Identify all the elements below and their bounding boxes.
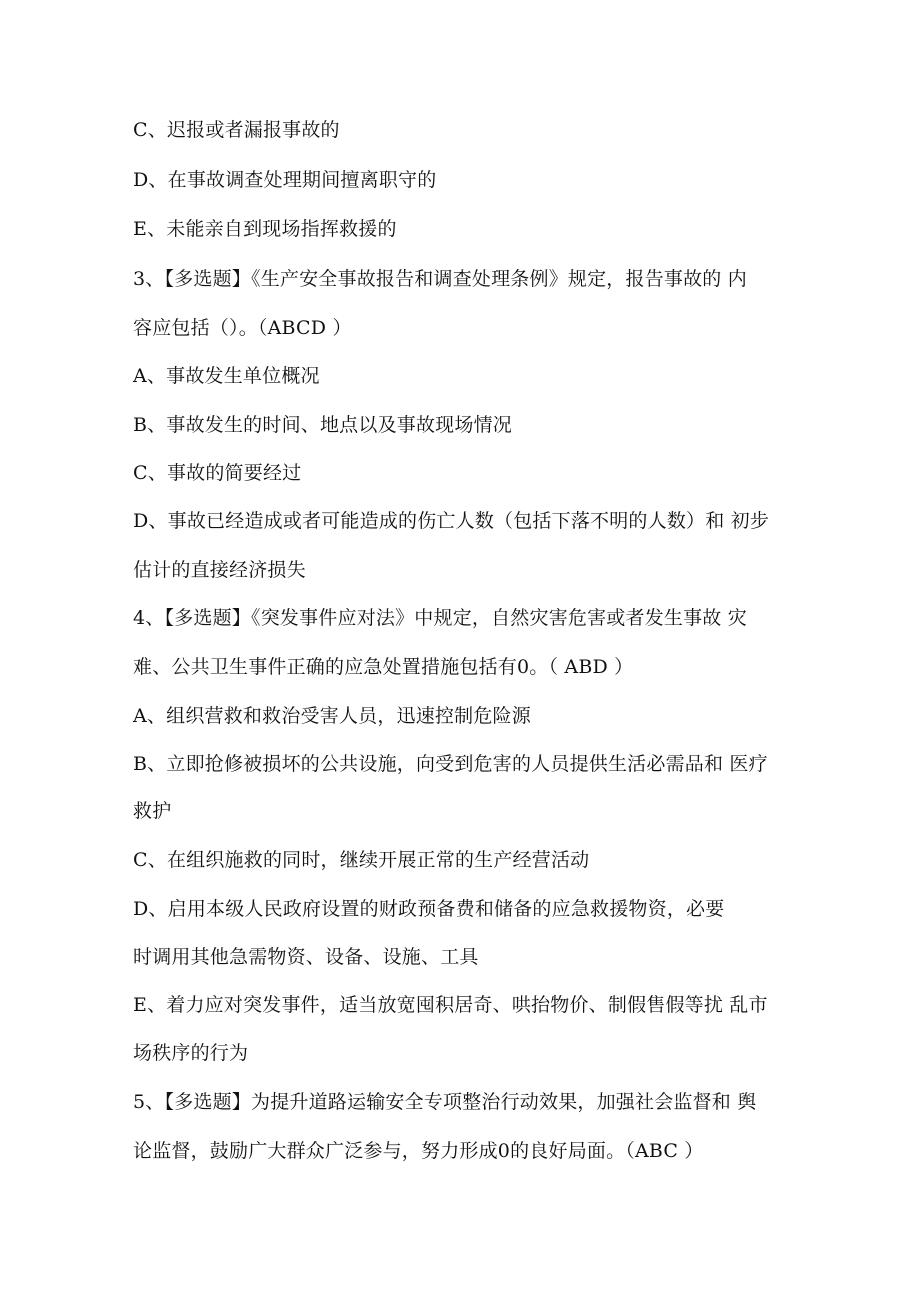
option-a-q4: A、组织营救和救治受害人员，迅速控制危险源 <box>133 705 531 727</box>
question-4-text-cont: 难、公共卫生事件正确的应急处置措施包括有0。（ ABD ） <box>133 656 634 678</box>
option-b-q4: B、立即抢修被损坏的公共设施，向受到危害的人员提供生活必需品和 医疗 <box>133 753 768 775</box>
option-c-q4: C、在组织施救的同时，继续开展正常的生产经营活动 <box>133 849 590 871</box>
option-a-q3: A、事故发生单位概况 <box>133 365 320 387</box>
option-d-q4: D、启用本级人民政府设置的财政预备费和储备的应急救援物资，必要 <box>133 898 725 920</box>
option-d-q3-cont: 估计的直接经济损失 <box>133 559 306 581</box>
option-d-q3: D、事故已经造成或者可能造成的伤亡人数（包括下落不明的人数）和 初步 <box>133 510 770 532</box>
option-e-q4: E、着力应对突发事件，适当放宽囤积居奇、哄抬物价、制假售假等扰 乱市 <box>133 994 768 1016</box>
question-5-text: 5、【多选题】为提升道路运输安全专项整治行动效果，加强社会监督和 舆 <box>133 1091 757 1113</box>
option-b-q4-cont: 救护 <box>133 800 172 822</box>
option-c-q3: C、事故的简要经过 <box>133 462 302 484</box>
question-3-text: 3、【多选题】《生产安全事故报告和调查处理条例》规定，报告事故的 内 <box>133 268 747 290</box>
option-c-q2: C、迟报或者漏报事故的 <box>133 119 340 141</box>
option-e-q4-cont: 场秩序的行为 <box>133 1042 249 1064</box>
question-5-text-cont: 论监督，鼓励广大群众广泛参与，努力形成0的良好局面。（ABC ） <box>133 1140 704 1162</box>
option-b-q3: B、事故发生的时间、地点以及事故现场情况 <box>133 414 512 436</box>
option-d-q4-cont: 时调用其他急需物资、设备、设施、工具 <box>133 946 479 968</box>
question-3-text-cont: 容应包括（）。（ABCD ） <box>133 317 352 339</box>
question-4-text: 4、【多选题】《突发事件应对法》中规定，自然灾害危害或者发生事故 灾 <box>133 607 747 629</box>
option-e-q2: E、未能亲自到现场指挥救援的 <box>133 218 397 240</box>
option-d-q2: D、在事故调查处理期间擅离职守的 <box>133 169 437 191</box>
